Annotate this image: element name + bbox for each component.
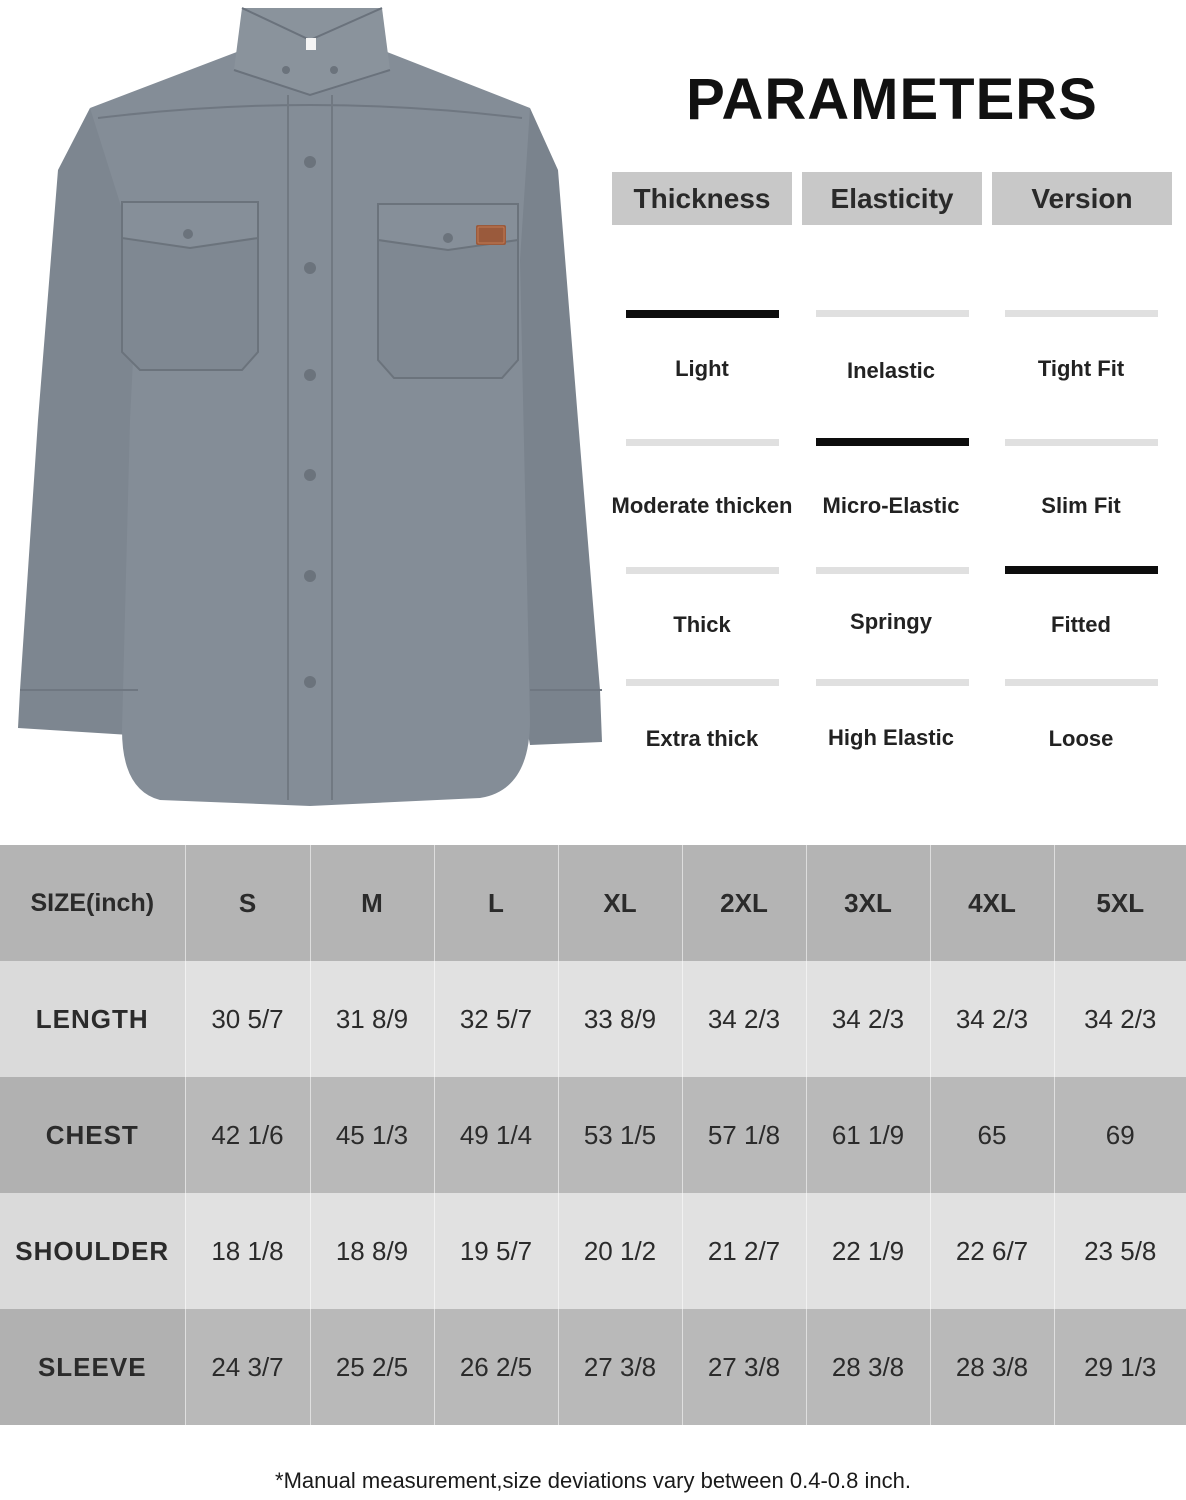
thickness-option-light: Light — [675, 356, 729, 381]
version-option-loose: Loose — [1048, 726, 1114, 751]
sleeve-row — [0, 1309, 1186, 1425]
size-2xl: 2XL — [682, 845, 806, 961]
thickness-header: Thickness — [612, 172, 792, 225]
shoulder-row — [0, 1193, 1186, 1309]
length-2xl: 34 2/3 — [682, 961, 806, 1077]
thickness-bar-light — [626, 310, 779, 318]
sleeve-5xl: 29 1/3 — [1054, 1309, 1186, 1425]
chest-row — [0, 1077, 1186, 1193]
length-4xl: 34 2/3 — [930, 961, 1054, 1077]
length-s: 30 5/7 — [185, 961, 310, 1077]
length-row — [0, 961, 1186, 1077]
length-label: LENGTH — [0, 961, 185, 1077]
shoulder-s: 18 1/8 — [185, 1193, 310, 1309]
size-s: S — [185, 845, 310, 961]
shoulder-4xl: 22 6/7 — [930, 1193, 1054, 1309]
elasticity-header: Elasticity — [802, 172, 982, 225]
size-header-row — [0, 845, 1186, 961]
shirt-icon — [10, 0, 610, 812]
chest-label: CHEST — [0, 1077, 185, 1193]
elasticity-option-springy: Springy — [850, 609, 932, 634]
elasticity-option-micro-elastic: Micro-Elastic — [822, 493, 960, 518]
shoulder-5xl: 23 5/8 — [1054, 1193, 1186, 1309]
sleeve-4xl: 28 3/8 — [930, 1309, 1054, 1425]
version-header: Version — [992, 172, 1172, 225]
sleeve-m: 25 2/5 — [310, 1309, 434, 1425]
shoulder-3xl: 22 1/9 — [806, 1193, 930, 1309]
chest-xl: 53 1/5 — [558, 1077, 682, 1193]
version-option-slim-fit: Slim Fit — [1041, 493, 1121, 518]
chest-5xl: 69 — [1054, 1077, 1186, 1193]
chest-4xl: 65 — [930, 1077, 1054, 1193]
thickness-bar-thick — [626, 567, 779, 574]
sleeve-s: 24 3/7 — [185, 1309, 310, 1425]
sleeve-3xl: 28 3/8 — [806, 1309, 930, 1425]
chest-m: 45 1/3 — [310, 1077, 434, 1193]
sleeve-l: 26 2/5 — [434, 1309, 558, 1425]
elasticity-bar-springy — [816, 567, 969, 574]
elasticity-option-high-elastic: High Elastic — [828, 725, 954, 750]
version-bar-fitted — [1005, 566, 1158, 574]
elasticity-bar-micro-elastic — [816, 438, 969, 446]
length-5xl: 34 2/3 — [1054, 961, 1186, 1077]
size-m: M — [310, 845, 434, 961]
length-3xl: 34 2/3 — [806, 961, 930, 1077]
chest-2xl: 57 1/8 — [682, 1077, 806, 1193]
chest-s: 42 1/6 — [185, 1077, 310, 1193]
length-m: 31 8/9 — [310, 961, 434, 1077]
size-l: L — [434, 845, 558, 961]
elasticity-bar-inelastic — [816, 310, 969, 317]
thickness-option-moderate: Moderate thicken — [611, 493, 793, 518]
version-option-tight-fit: Tight Fit — [1037, 356, 1125, 381]
thickness-option-thick: Thick — [673, 612, 731, 637]
version-bar-slim-fit — [1005, 439, 1158, 446]
size-chart-table — [0, 845, 1186, 1425]
thickness-bar-extra-thick — [626, 679, 779, 686]
chest-3xl: 61 1/9 — [806, 1077, 930, 1193]
version-bar-loose — [1005, 679, 1158, 686]
measurement-note: *Manual measurement,size deviations vary between 0.4-0.8 inch. — [275, 1468, 911, 1493]
shoulder-label: SHOULDER — [0, 1193, 185, 1309]
size-corner-label: SIZE(inch) — [0, 845, 185, 961]
size-4xl: 4XL — [930, 845, 1054, 961]
shoulder-2xl: 21 2/7 — [682, 1193, 806, 1309]
thickness-bar-moderate — [626, 439, 779, 446]
thickness-option-extra-thick: Extra thick — [645, 726, 759, 751]
sleeve-xl: 27 3/8 — [558, 1309, 682, 1425]
parameters-title: PARAMETERS — [686, 67, 1098, 132]
length-l: 32 5/7 — [434, 961, 558, 1077]
shoulder-xl: 20 1/2 — [558, 1193, 682, 1309]
size-5xl: 5XL — [1054, 845, 1186, 961]
length-xl: 33 8/9 — [558, 961, 682, 1077]
size-xl: XL — [558, 845, 682, 961]
version-bar-tight-fit — [1005, 310, 1158, 317]
size-3xl: 3XL — [806, 845, 930, 961]
sleeve-label: SLEEVE — [0, 1309, 185, 1425]
version-option-fitted: Fitted — [1051, 612, 1111, 637]
shirt-image — [10, 0, 610, 812]
chest-l: 49 1/4 — [434, 1077, 558, 1193]
shoulder-m: 18 8/9 — [310, 1193, 434, 1309]
elasticity-option-inelastic: Inelastic — [846, 358, 936, 383]
elasticity-bar-high-elastic — [816, 679, 969, 686]
sleeve-2xl: 27 3/8 — [682, 1309, 806, 1425]
shoulder-l: 19 5/7 — [434, 1193, 558, 1309]
